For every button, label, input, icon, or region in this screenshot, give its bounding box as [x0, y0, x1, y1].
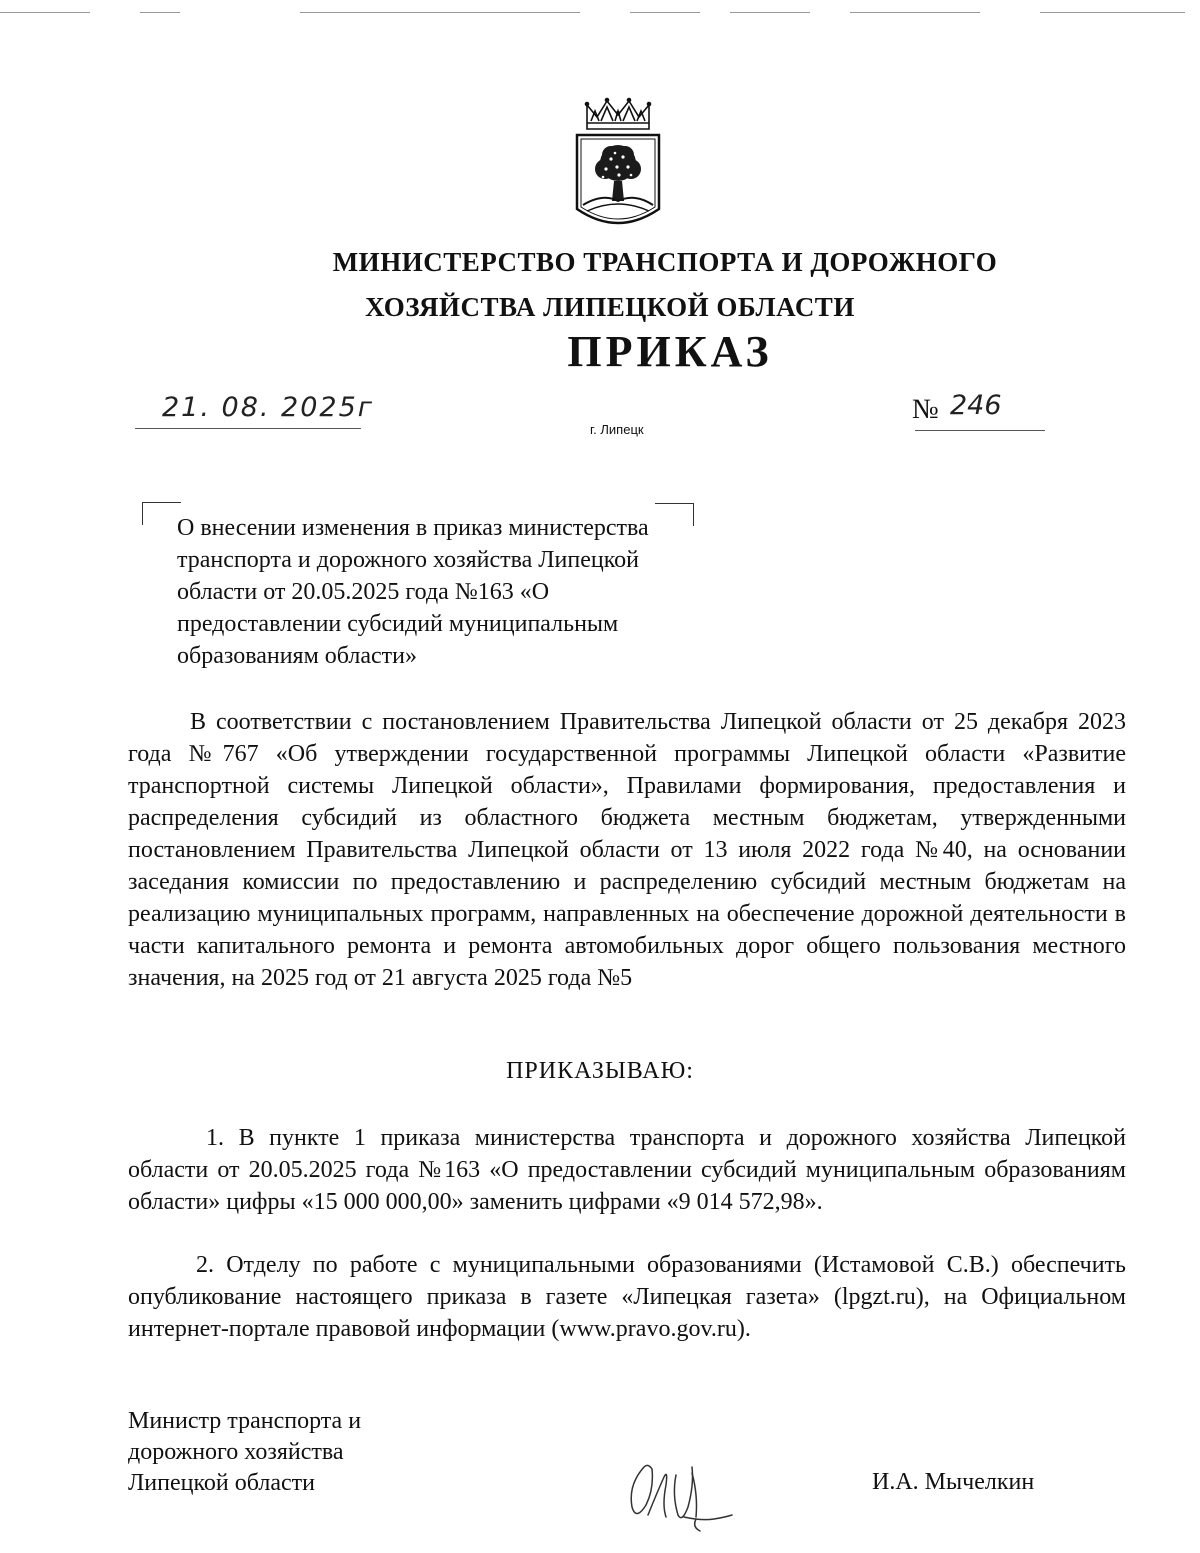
- order-number: 246: [950, 390, 1002, 421]
- scan-artifact: [1040, 12, 1185, 13]
- coat-of-arms-icon: [573, 97, 663, 232]
- scan-artifact: [630, 12, 700, 13]
- date-underline: [135, 428, 361, 429]
- scan-artifact: [730, 12, 810, 13]
- number-underline: [915, 430, 1045, 431]
- handwritten-signature: [622, 1455, 757, 1540]
- signer-position-line: Липецкой области: [128, 1470, 315, 1496]
- order-item-2: 2. Отделу по работе с муниципальными образованиями (Истамовой С.В.) обеспечить опубликование настоящего приказа в газете «Липецкая газета» (lpgzt.ru), на Официальном интернет-портале правовой информации (www.pravo.gov.ru).: [128, 1252, 1126, 1342]
- preamble-paragraph: В соответствии с постановлением Правительства Липецкой области от 25 декабря 2023 года №767 «Об утверждении государственной программы Липецкой области «Развитие транспортной системы Липецкой области», Правилами формирования, предоставления и распределения субсидий из областного бюджета местным бюджетам, утвержденными постановлением Правительства Липецкой области от 13 июля 2022 года №40, на основании заседания комиссии по предоставлению и распределению субсидий местным бюджетам на реализацию муниципальных программ, направленных на обеспечение дорожной деятельности в части капитального ремонта и ремонта автомобильных дорог общего пользования местного значения, на 2025 год от 21 августа 2025 года №5: [128, 709, 1126, 991]
- order-city: г. Липецк: [590, 422, 644, 437]
- order-item-1: 1. В пункте 1 приказа министерства транспорта и дорожного хозяйства Липецкой области от 20.05.2025 года №163 «О предоставлении субсидий муниципальным образованиям области» цифры «15 000 000,00» заменить цифрами «9 014 572,98».: [128, 1125, 1126, 1215]
- document-type-title: ПРИКАЗ: [567, 327, 773, 376]
- subject-corner-left: [142, 502, 181, 525]
- order-subject: О внесении изменения в приказ министерства транспорта и дорожного хозяйства Липецкой области от 20.05.2025 года №163 «О предоставлении субсидий муниципальным образованиям области»: [177, 515, 649, 669]
- signer-name: И.А. Мычелкин: [872, 1469, 1035, 1495]
- signer-position-line: Министр транспорта и: [128, 1408, 362, 1434]
- signer-position: [128, 1406, 361, 1499]
- number-sign: №: [912, 394, 939, 425]
- command-heading: ПРИКАЗЫВАЮ:: [506, 1058, 694, 1084]
- scan-artifact: [140, 12, 180, 13]
- ministry-name-line1: МИНИСТЕРСТВО ТРАНСПОРТА И ДОРОЖНОГО: [332, 247, 998, 277]
- scan-artifact: [0, 12, 90, 13]
- signer-position-line: дорожного хозяйства: [128, 1439, 344, 1465]
- scan-artifact: [850, 12, 980, 13]
- ministry-name-line2: ХОЗЯЙСТВА ЛИПЕЦКОЙ ОБЛАСТИ: [365, 292, 855, 322]
- order-date: 21. 08. 2025г: [162, 392, 374, 423]
- scan-artifact: [300, 12, 580, 13]
